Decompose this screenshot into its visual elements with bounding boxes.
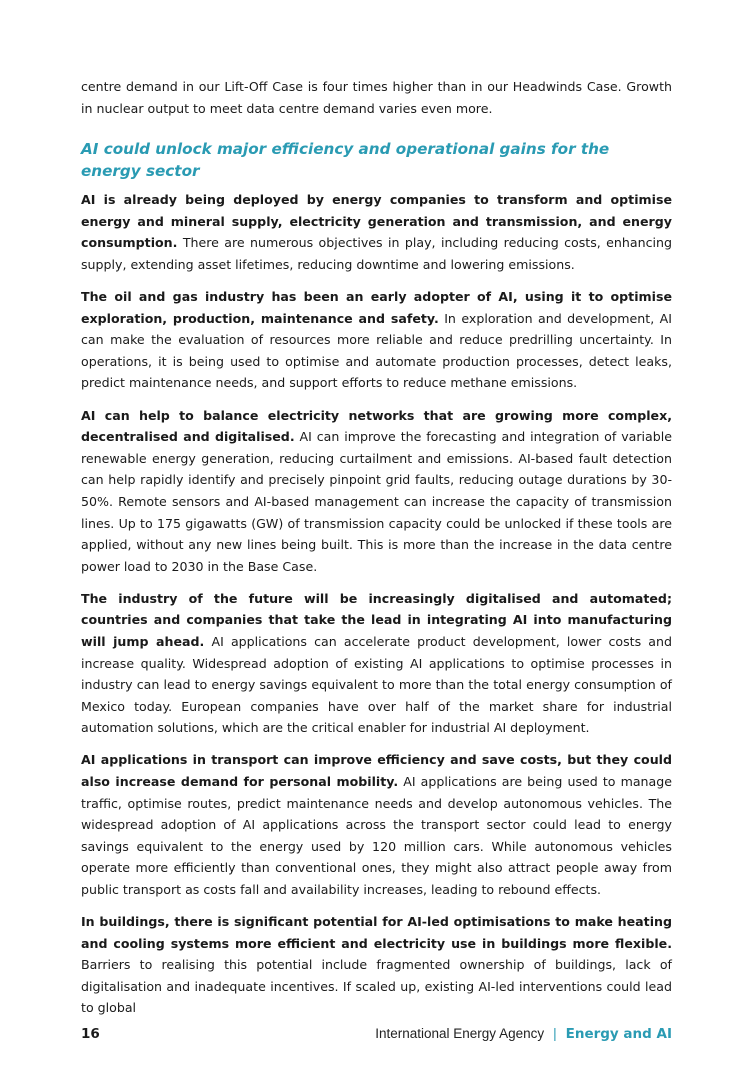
paragraph-lead: AI applications in transport can improve efficiency and save costs, but they could also increase demand for personal mobility. xyxy=(81,752,672,790)
paragraph-body: AI applications are being used to manage traffic, optimise routes, predict maintenance needs and develop autonomous vehicles. The widespread adoption of AI applications across the transport sector could lead to energy savings equivalent to the energy used by 120 million cars. While autonomous vehicles operate more efficiently than conventional ones, they might also attract people away from public transport as costs fall and availability increases, leading to rebound effects. xyxy=(81,774,673,897)
footer-credit xyxy=(375,1023,672,1045)
paragraph-body: AI applications can accelerate product development, lower costs and increase quality. Widespread adoption of existing AI applications to optimise processes in industry can lead to energy savings equivalent to more than the total energy consumption of Mexico today. European companies have over half of the market share for industrial automation solutions, which are the critical enabler for industrial AI deployment. xyxy=(81,633,673,736)
section-heading: AI could unlock major efficiency and operational gains for the energy sector xyxy=(81,140,610,181)
paragraph-lead: AI can help to balance electricity networks that are growing more complex, decentralised and digitalised. xyxy=(81,407,672,445)
paragraph-body: AI can improve the forecasting and integration of variable renewable energy generation, reducing curtailment and emissions. AI-based fault detection can help rapidly identify and precisely pinpoint grid faults, reducing outage durations by 30-50%. Remote sensors and AI-based management can increase the capacity of transmission lines. Up to 175 gigawatts (GW) of transmission capacity could be unlocked if these tools are applied, without any new lines being built. This is more than the increase in the data centre power load to 2030 in the Base Case. xyxy=(81,429,673,574)
paragraph-body: There are numerous objectives in play, including reducing costs, enhancing supply, extending asset lifetimes, reducing downtime and lowering emissions. xyxy=(81,235,672,272)
paragraph-body: Barriers to realising this potential include fragmented ownership of buildings, lack of digitalisation and inadequate incentives. If scaled up, existing AI-led interventions could lead to global xyxy=(81,957,672,1016)
page-footer xyxy=(81,1023,672,1045)
paragraph-industry xyxy=(81,588,672,739)
paragraph-lead: In buildings, there is significant potential for AI-led optimisations to make heating and cooling systems more efficient and electricity use in buildings more flexible. xyxy=(81,914,672,951)
paragraph-body: In exploration and development, AI can make the evaluation of resources more reliable and reduce predrilling uncertainty. In operations, it is being used to optimise and automate production processes, detect leaks, predict maintenance needs, and support efforts to reduce methane emissions. xyxy=(81,310,673,391)
paragraph-lead: AI is already being deployed by energy companies to transform and optimise energy and mineral supply, electricity generation and transmission, and energy consumption. xyxy=(81,192,672,251)
paragraph-oil-gas xyxy=(81,286,672,394)
footer-separator: | xyxy=(553,1026,557,1041)
paragraph-energy-companies xyxy=(81,189,672,275)
intro-paragraph: centre demand in our Lift-Off Case is four times higher than in our Headwinds Case. Growth in nuclear output to meet data centre demand varies even more. xyxy=(81,79,672,116)
paragraph-lead: The industry of the future will be increasingly digitalised and automated; countries and companies that take the lead in integrating AI into manufacturing will jump ahead. xyxy=(81,590,672,649)
paragraph-lead: The oil and gas industry has been an early adopter of AI, using it to optimise exploration, production, maintenance and safety. xyxy=(81,289,672,326)
footer-report-title: Energy and AI xyxy=(565,1026,672,1042)
paragraph-electricity-networks xyxy=(81,405,672,578)
footer-organization: International Energy Agency xyxy=(375,1026,545,1041)
page-number: 16 xyxy=(81,1026,100,1042)
page-body xyxy=(81,76,672,1030)
paragraph-buildings xyxy=(81,911,672,1019)
paragraph-transport xyxy=(81,749,672,900)
